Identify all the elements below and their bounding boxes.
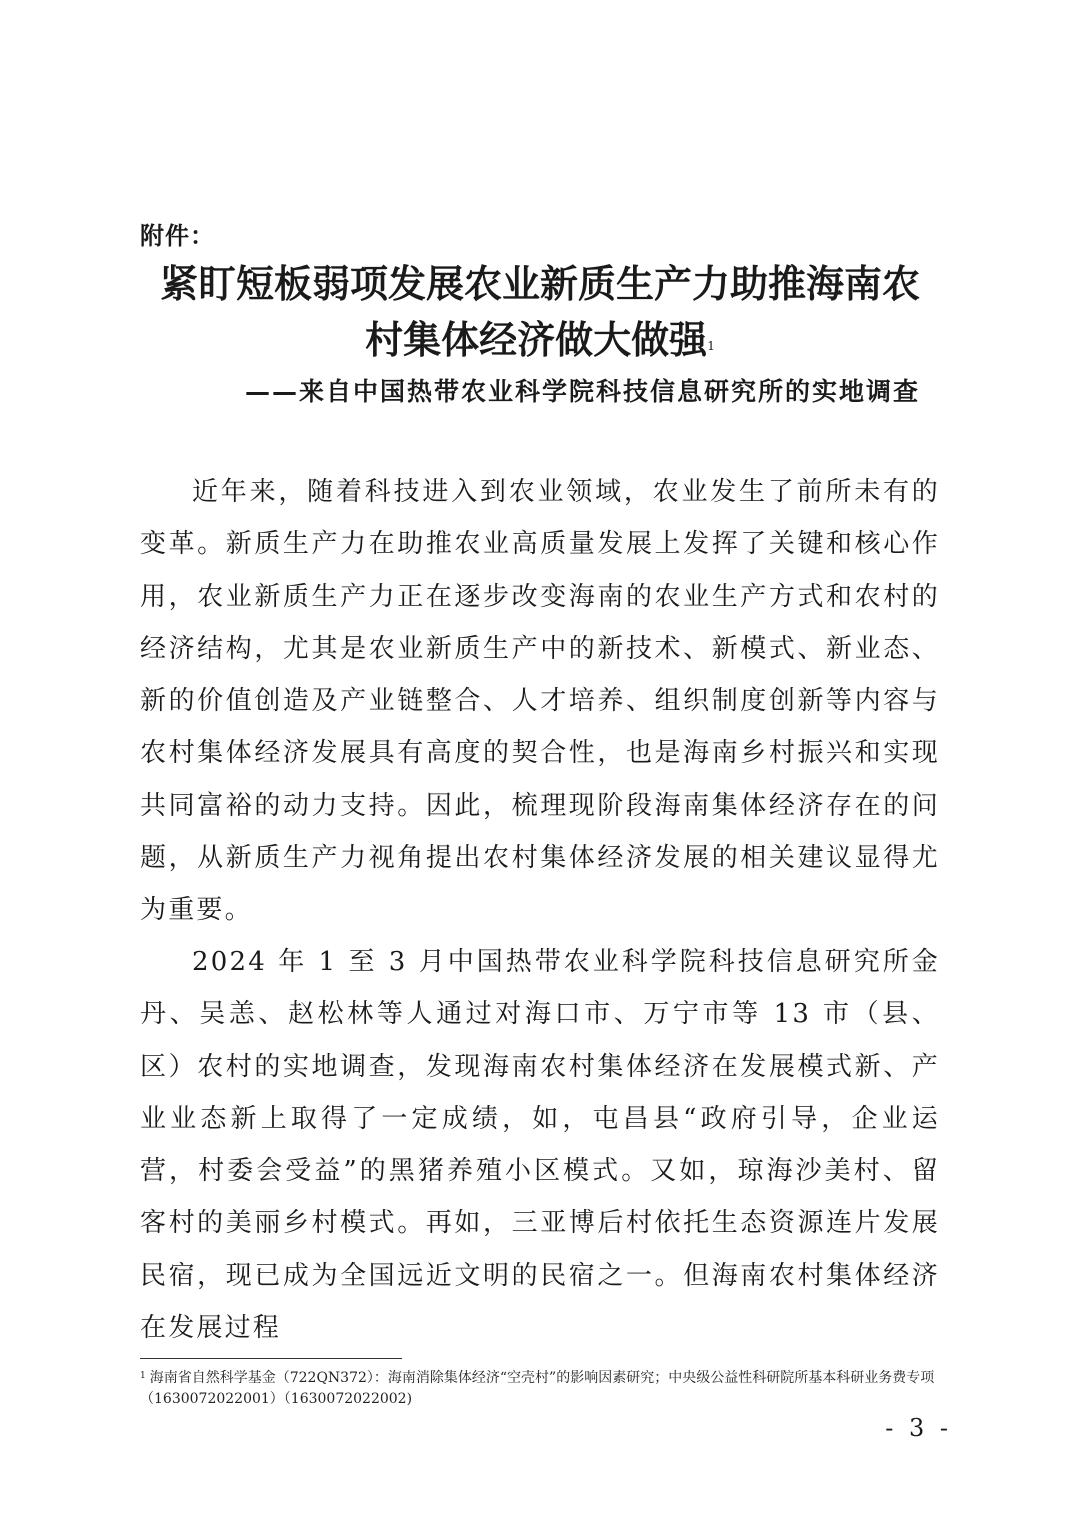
paragraph-text: 近年来，随着科技进入到农业领域，农业发生了前所未有的变革。新质生产力在助推农业高质量发展上发挥了关键和核心作用，农业新质生产力正在逐步改变海南的农业生产方式和农村的经济结构，尤其是农业新质生产中的新技术、新模式、新业态、新的价值创造及产业链整合、人才培养、组织制度创新等内容与农村集体经济发展具有高度的契合性，也是海南乡村振兴和实现共同富裕的动力支持。因此，梳理现阶段海南集体经济存在的问题，从新质生产力视角提出农村集体经济发展的相关建议显得尤为重要。 [140,477,940,926]
paragraph-text: 2024 年 1 至 3 月中国热带农业科学院科技信息研究所金丹、吴恙、赵松林等人通过对海口市、万宁市等 13 市（县、区）农村的实地调查，发现海南农村集体经济在发展模式新、产业业态新上取得了一定成绩，如，屯昌县“政府引导，企业运营，村委会受益”的黑猪养殖小区模式。又如，琼海沙美村、留客村的美丽乡村模式。再如，三亚博后村依托生态资源连片发展民宿，现已成为全国远近文明的民宿之一。但海南农村集体经济在发展过程 [140,947,940,1344]
footnote-marker: 1 [140,1371,146,1381]
footnote-text: 海南省自然科学基金（722QN372）：海南消除集体经济“空壳村”的影响因素研究；中央级公益性科研院所基本科研业务费专项（1630072022001）（1630072022002) [140,1370,935,1407]
title-line-1: 紧盯短板弱项发展农业新质生产力助推海南农 [159,261,920,306]
attachment-label: 附件： [140,221,215,250]
subtitle: ——来自中国热带农业科学院科技信息研究所的实地调查 [244,377,920,406]
footnote [140,1368,950,1410]
body-paragraph-2 [140,936,940,1354]
title-line-2-text: 村集体经济做大做强 [365,317,708,362]
page-number: - 3 - [885,1414,952,1442]
title-line-2 [120,314,960,366]
footnote-reference[interactable]: 1 [707,339,715,353]
body-paragraph-1 [140,466,940,937]
footnote-separator [140,1358,402,1359]
